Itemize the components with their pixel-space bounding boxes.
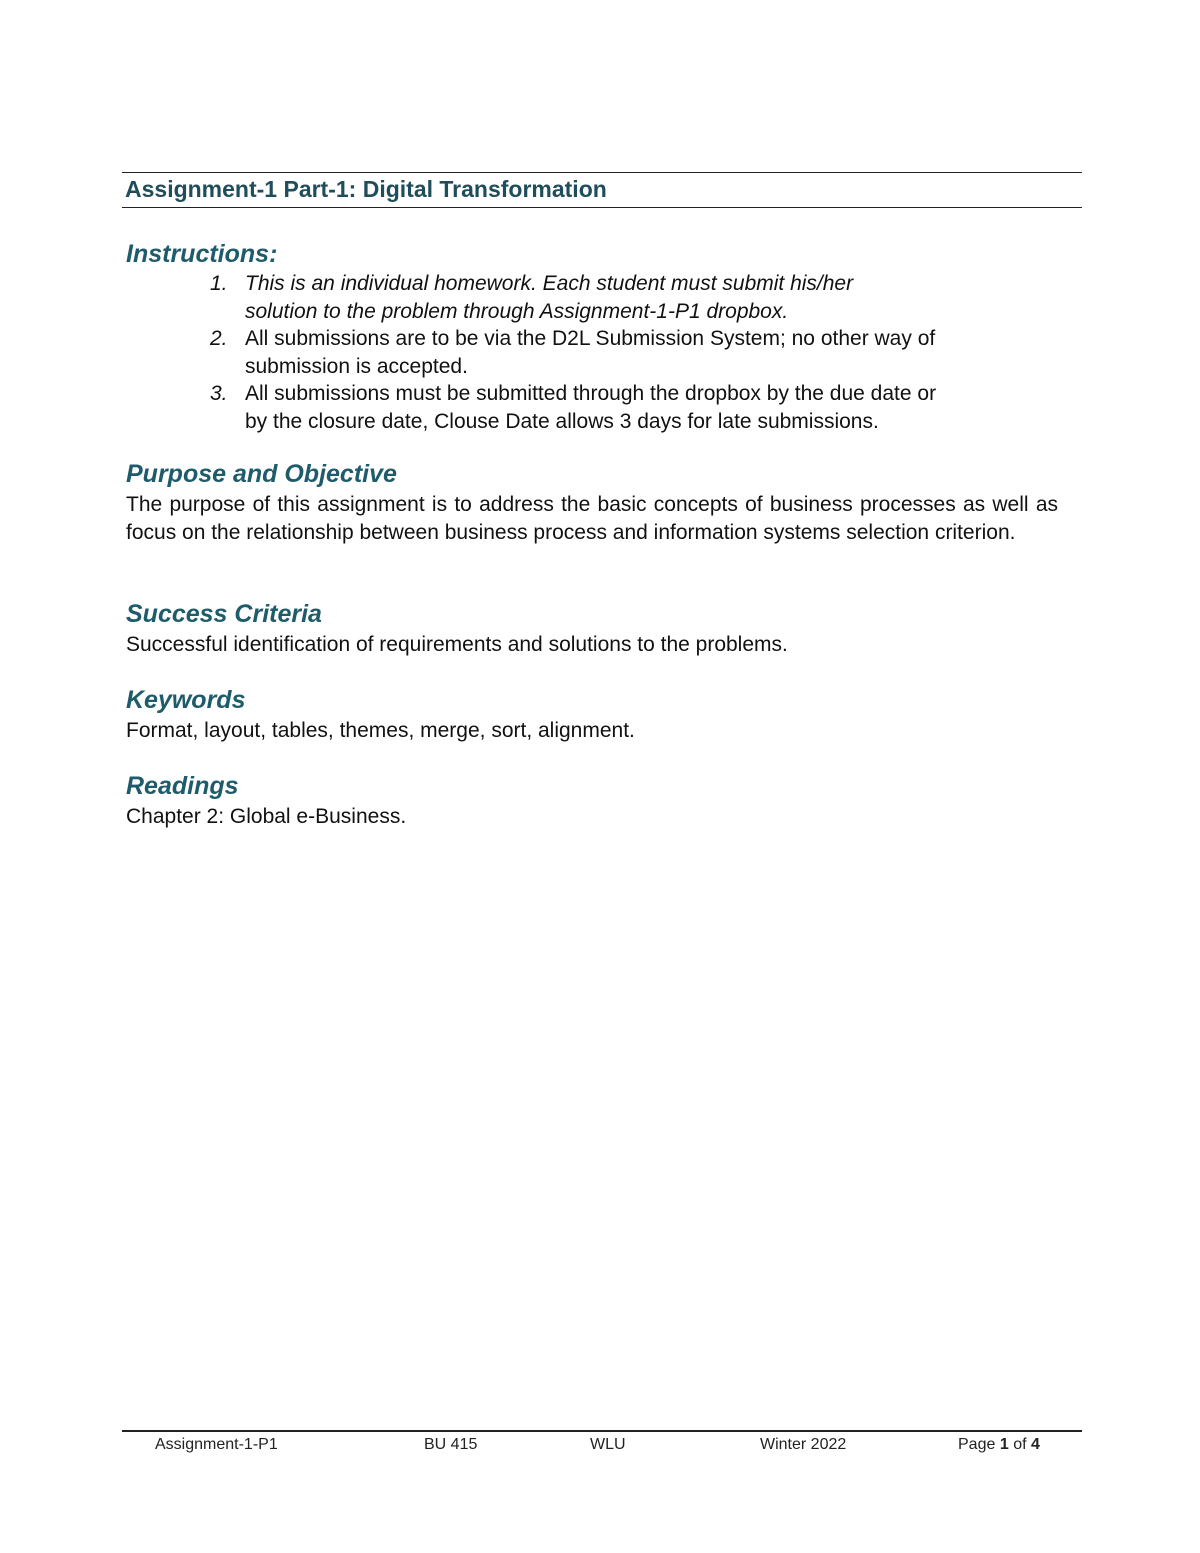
footer-doc-code: Assignment-1-P1 bbox=[155, 1436, 278, 1453]
title-block bbox=[122, 172, 1082, 208]
page-current: 1 bbox=[999, 1436, 1009, 1453]
instruction-number: 3. bbox=[210, 382, 228, 405]
success-text: Successful identification of requirements and solutions to the problems. bbox=[126, 633, 788, 656]
page-prefix: Page bbox=[958, 1436, 996, 1453]
footer-term: Winter 2022 bbox=[760, 1436, 847, 1453]
instruction-item-2 bbox=[206, 325, 1046, 380]
instruction-text-line: solution to the problem through Assignment-1-P1 dropbox. bbox=[245, 299, 789, 323]
instruction-text-line: All submissions must be submitted through the dropbox by the due date or bbox=[245, 382, 937, 405]
instruction-text-line: This is an individual homework. Each student must submit his/her bbox=[245, 272, 854, 295]
keywords-heading: Keywords bbox=[126, 686, 246, 714]
readings-text: Chapter 2: Global e-Business. bbox=[126, 805, 407, 828]
purpose-heading: Purpose and Objective bbox=[126, 460, 397, 488]
footer-page-number bbox=[958, 1436, 1040, 1454]
keywords-text: Format, layout, tables, themes, merge, sort, alignment. bbox=[126, 719, 635, 742]
instructions-list bbox=[206, 270, 1046, 435]
page-separator: of bbox=[1013, 1436, 1027, 1453]
readings-heading: Readings bbox=[126, 772, 239, 800]
instruction-item-1 bbox=[206, 270, 1046, 325]
instruction-text-line: by the closure date, Clouse Date allows 3 days for late submissions. bbox=[245, 409, 879, 433]
instruction-item-3 bbox=[206, 380, 1046, 435]
purpose-text: The purpose of this assignment is to address the basic concepts of business processes as well as focus on the relationship between business process and information systems selection criterion. bbox=[126, 493, 1058, 544]
instruction-text-line: All submissions are to be via the D2L Submission System; no other way of bbox=[245, 327, 936, 350]
document-title: Assignment-1 Part-1: Digital Transformation bbox=[125, 176, 607, 202]
success-heading: Success Criteria bbox=[126, 600, 322, 628]
instruction-number: 2. bbox=[210, 327, 228, 350]
footer-rule bbox=[122, 1430, 1082, 1432]
instruction-number: 1. bbox=[210, 272, 228, 295]
page-total: 4 bbox=[1030, 1436, 1040, 1453]
instructions-heading: Instructions: bbox=[126, 240, 278, 268]
footer-course: BU 415 bbox=[424, 1436, 478, 1453]
footer-school: WLU bbox=[590, 1436, 626, 1453]
instruction-text-line: submission is accepted. bbox=[245, 354, 468, 378]
